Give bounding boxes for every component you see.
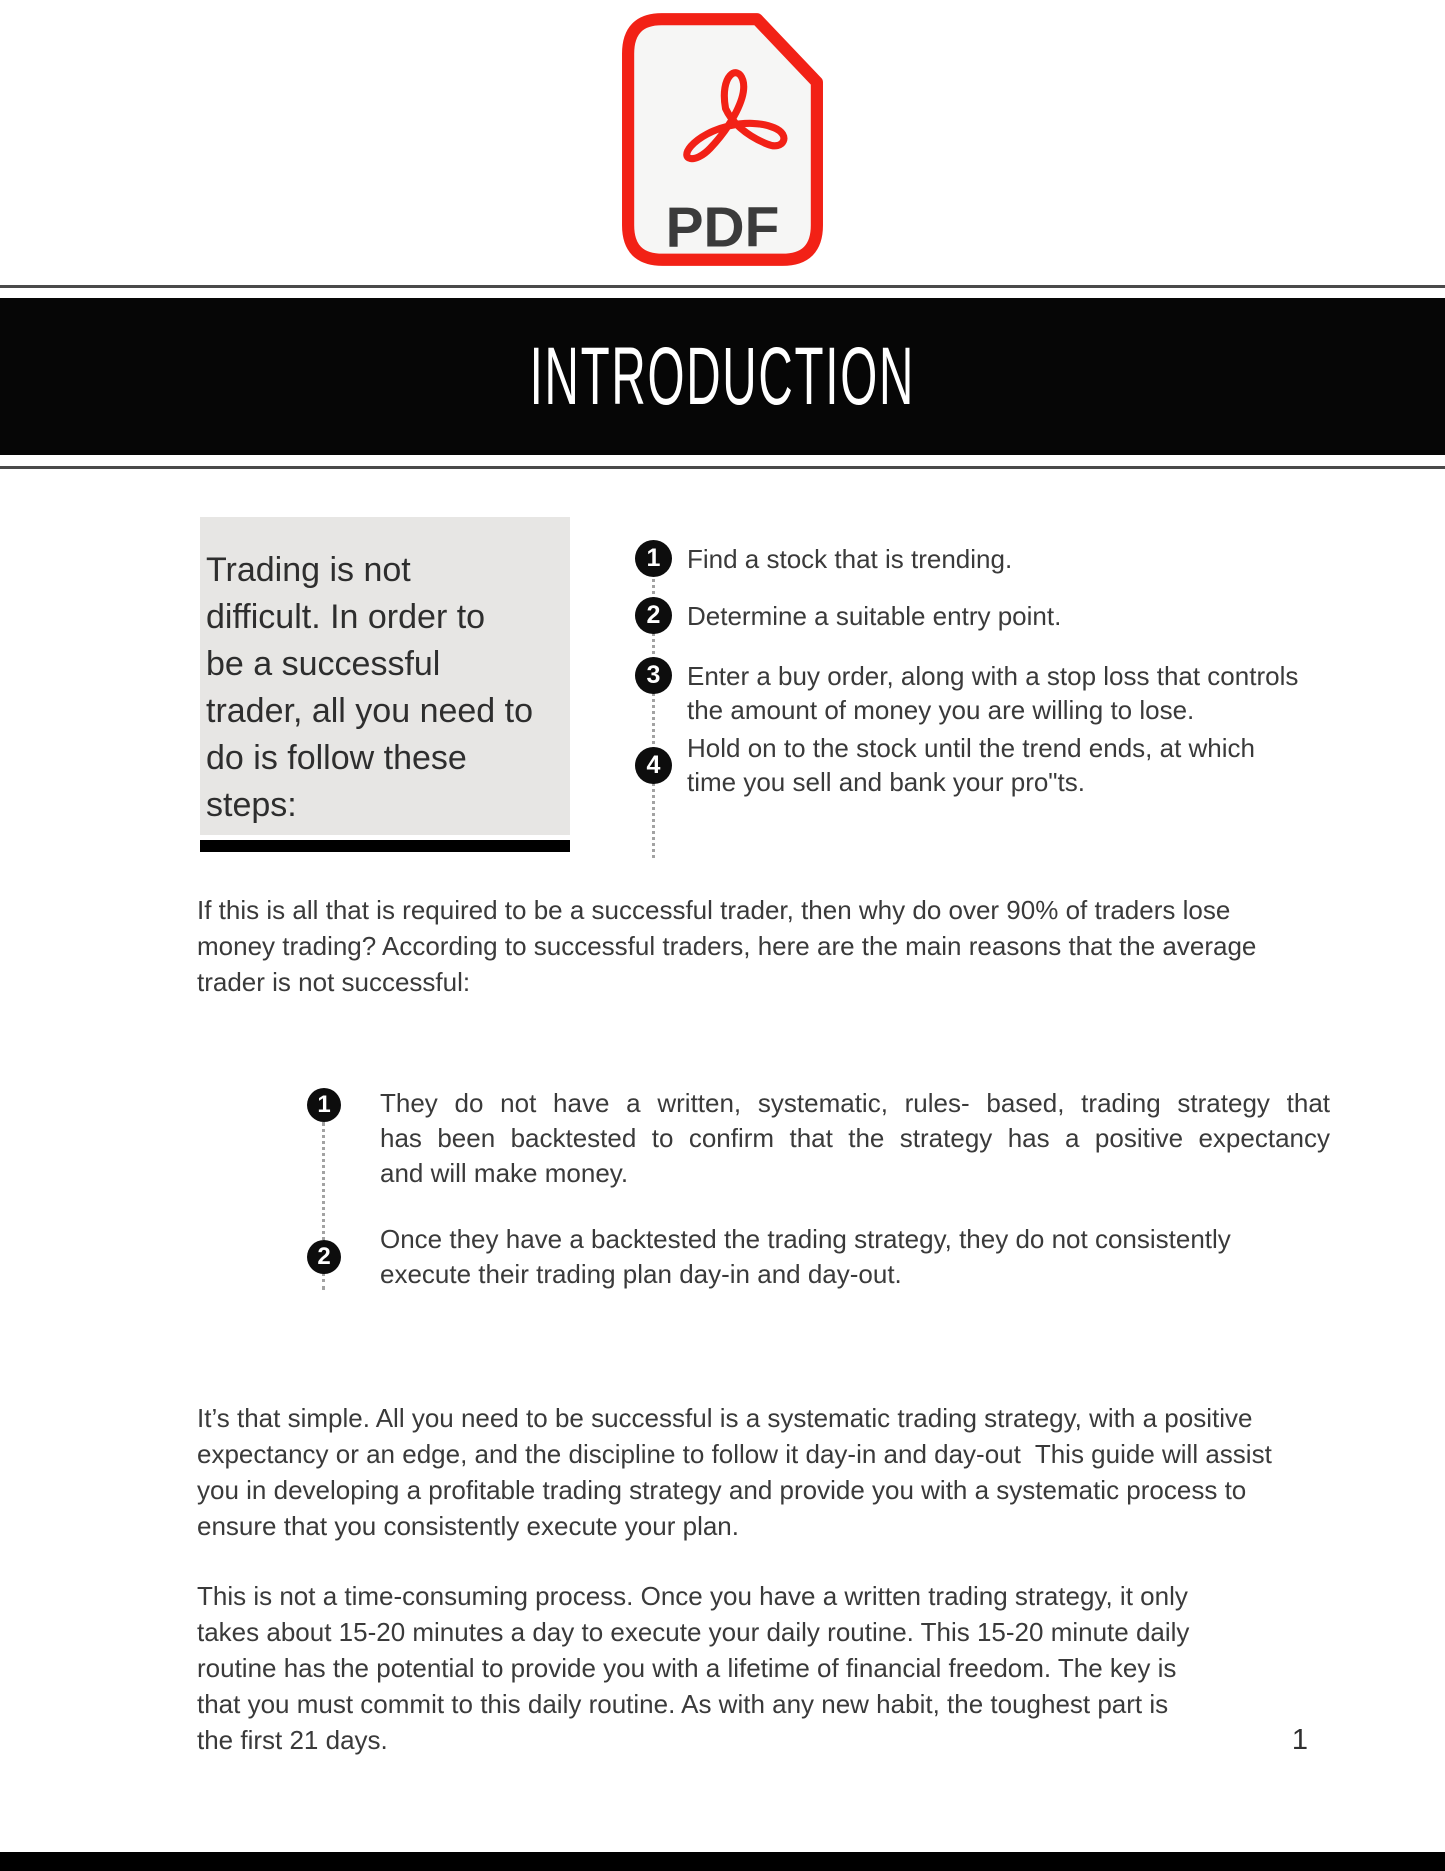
reason-item-1 [307, 1086, 1330, 1191]
page-title: INTRODUCTION [529, 330, 916, 422]
step-text: Determine a suitable entry point. [687, 600, 1062, 631]
paragraph-line: trader is not successful: [197, 967, 471, 997]
paragraph-daily-routine [197, 1578, 1189, 1758]
quote-line: Trading is not [206, 551, 411, 589]
reason-text: Once they have a backtested the trading strategy, they do not consistently [380, 1224, 1231, 1254]
step-text: Hold on to the stock until the trend ends, at which [687, 733, 1256, 763]
step-text: Enter a buy order, along with a stop loss that controls [687, 661, 1299, 691]
quote-line: steps: [206, 786, 297, 824]
bottom-edge-bar [0, 1852, 1445, 1871]
step-number-badge: 4 [635, 747, 672, 784]
paragraph-line: the first 21 days. [197, 1725, 388, 1755]
paragraph-line: This is not a time-consuming process. Once you have a written trading strategy, it only [197, 1581, 1188, 1611]
quote-line: be a successful [206, 645, 441, 683]
reason-text: has been backtested to confirm that the strategy has a positive expectancy [380, 1123, 1330, 1153]
quote-line: trader, all you need to [206, 692, 534, 730]
pdf-file-icon-graphic [621, 12, 824, 268]
step-text: time you sell and bank your pro"ts. [687, 767, 1085, 797]
step-text: the amount of money you are willing to lose. [687, 695, 1195, 725]
reason-text: They do not have a written, systematic, rules- based, trading strategy that [380, 1088, 1330, 1118]
paragraph-line: If this is all that is required to be a successful trader, then why do over 90% of traders lose [197, 895, 1231, 925]
paragraph-line: money trading? According to successful traders, here are the main reasons that the average [197, 931, 1257, 961]
step-item-4 [635, 731, 1255, 799]
step-item-2 [635, 597, 1061, 634]
quote-box-underline [200, 840, 570, 852]
step-text: Find a stock that is trending. [687, 543, 1013, 574]
top-divider-rule [0, 285, 1445, 288]
step-number-badge: 1 [635, 540, 672, 577]
intro-banner [0, 298, 1445, 455]
paragraph-line: ensure that you consistently execute your plan. [197, 1511, 739, 1541]
step-item-3 [635, 659, 1298, 727]
pdf-label: PDF [665, 196, 780, 260]
reason-item-2 [307, 1222, 1231, 1292]
paragraph-line: you in developing a profitable trading strategy and provide you with a systematic process to [197, 1475, 1247, 1505]
step-number-badge: 3 [635, 657, 672, 694]
paragraph-its-that-simple [197, 1400, 1272, 1544]
reason-number-badge: 1 [307, 1088, 341, 1122]
paragraph-line: that you must commit to this daily routine. As with any new habit, the toughest part is [197, 1689, 1169, 1719]
paragraph-line: expectancy or an edge, and the discipline to follow it day-in and day-out This guide will assist [197, 1439, 1272, 1469]
bottom-divider-rule [0, 466, 1445, 469]
quote-box [200, 517, 570, 835]
step-number-badge: 2 [635, 597, 672, 634]
paragraph-line: routine has the potential to provide you with a lifetime of financial freedom. The key is [197, 1653, 1177, 1683]
paragraph-why-traders-lose [197, 892, 1256, 1000]
step-item-1 [635, 540, 1012, 577]
page-number: 1 [1291, 1724, 1309, 1756]
reason-text: and will make money. [380, 1158, 629, 1188]
paragraph-line: takes about 15-20 minutes a day to execute your daily routine. This 15-20 minute daily [197, 1617, 1190, 1647]
paragraph-line: It’s that simple. All you need to be successful is a systematic trading strategy, with a positive [197, 1403, 1253, 1433]
quote-line: difficult. In order to [206, 598, 486, 636]
pdf-file-icon [621, 12, 824, 273]
quote-line: do is follow these [206, 739, 467, 777]
reason-text: execute their trading plan day-in and day-out. [380, 1259, 902, 1289]
reason-number-badge: 2 [307, 1240, 341, 1274]
